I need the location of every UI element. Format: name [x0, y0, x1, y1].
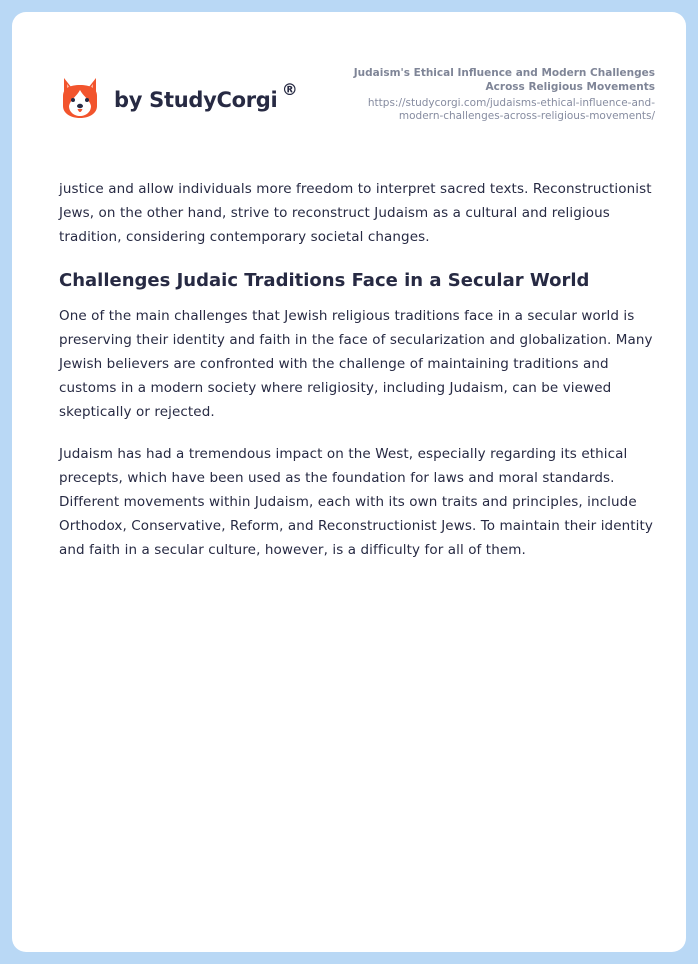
article-content — [59, 177, 657, 580]
body-paragraph-1: One of the main challenges that Jewish religious traditions face in a secular world is preserving their identity and faith in the face of secularization and globalization. Many Jewish believers are confronted with the challenge of maintaining traditions and customs in a modern society where religiosity, including Judaism, can be viewed skeptically or rejected. — [59, 308, 653, 420]
brand-text: by StudyCorgi — [114, 88, 278, 112]
body-paragraph-2: Judaism has had a tremendous impact on the West, especially regarding its ethical precepts, which have been used as the foundation for laws and moral standards. Different movements within Judaism, each with its own traits and principles, include Orthodox, Conservative, Reform, and Reconstructionist Jews. To maintain their identity and faith in a secular culture, however, is a difficulty for all of them. — [59, 446, 654, 558]
registered-mark: ® — [281, 80, 298, 99]
brand-name — [114, 80, 298, 112]
document-title: Judaism's Ethical Influence and Modern Challenges Across Religious Movements — [353, 67, 655, 93]
document-page — [12, 12, 686, 952]
corgi-logo-icon — [60, 76, 100, 120]
studycorgi-logo[interactable] — [60, 76, 298, 120]
intro-paragraph: justice and allow individuals more freedom to interpret sacred texts. Reconstructionist Jews, on the other hand, strive to reconstruct Judaism as a cultural and religious tradition, considering contemporary societal changes. — [59, 181, 652, 245]
document-meta — [325, 66, 655, 123]
section-heading: Challenges Judaic Traditions Face in a Secular World — [59, 270, 590, 291]
document-url[interactable]: https://studycorgi.com/judaisms-ethical-influence-and-modern-challenges-across-religious-movements/ — [367, 97, 655, 122]
